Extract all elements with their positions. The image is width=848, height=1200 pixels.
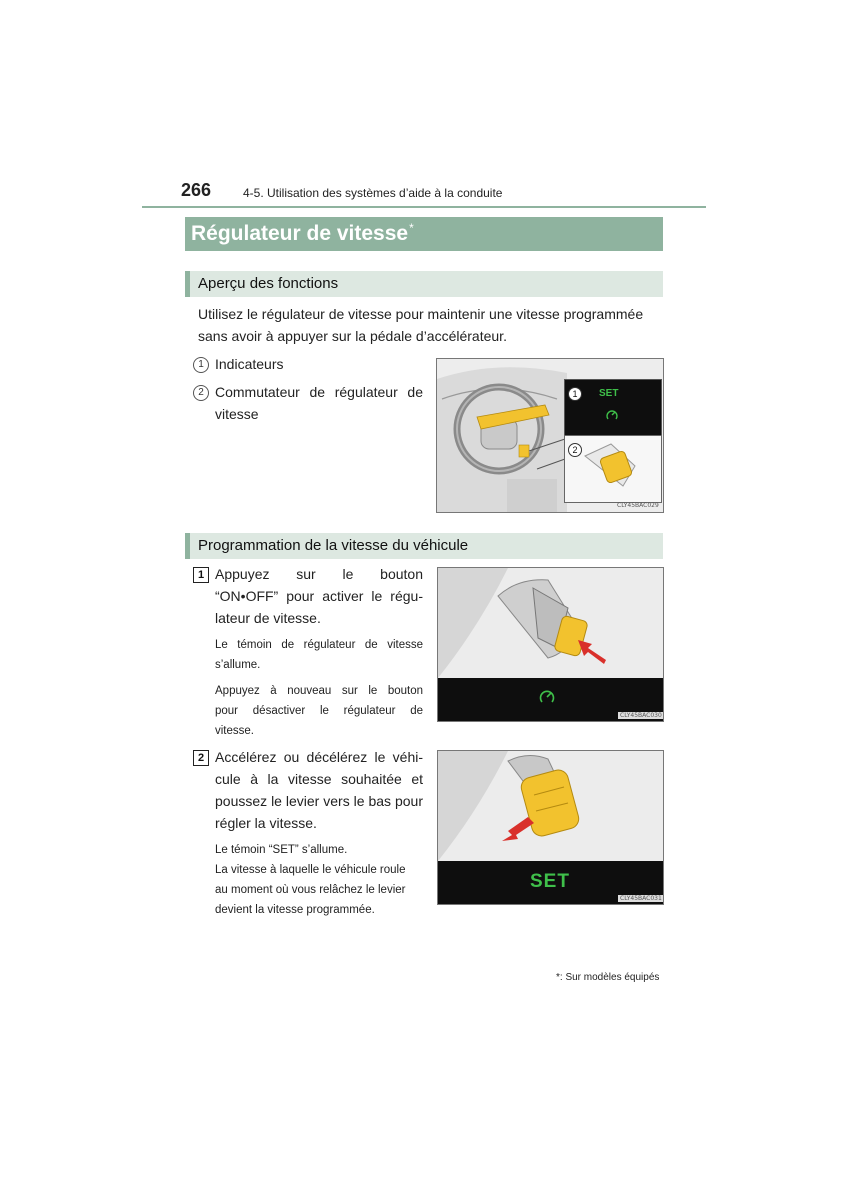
overview-intro-line2: sans avoir à appuyer sur la pédale d’accélérateur. — [198, 328, 507, 344]
step2-line2: cule à la vitesse souhaitée et — [215, 771, 423, 787]
step1-line3: lateur de vitesse. — [215, 610, 321, 626]
set-indicator-text: SET — [599, 388, 619, 399]
section-title — [185, 217, 663, 251]
set-figure-code: CLY45BAC031 — [620, 895, 662, 902]
item-number-1: 1 — [193, 357, 209, 373]
header-divider — [142, 206, 706, 208]
onoff-lever-illustration — [438, 568, 663, 678]
section-title-text: Régulateur de vitesse — [191, 222, 409, 245]
step1-note2-line1: Appuyez à nouveau sur le bouton — [215, 685, 423, 697]
dashboard-figure — [436, 358, 664, 513]
item-label-switch-line1: Commutateur de régulateur de — [215, 384, 423, 400]
set-indicator-label: SET — [530, 871, 570, 892]
onoff-figure-code: CLY45BAC030 — [620, 712, 662, 719]
overview-heading: Aperçu des fonctions — [185, 271, 663, 297]
cruise-indicator-icon — [538, 688, 556, 706]
callout-1: 1 — [568, 387, 582, 401]
footnote: *: Sur modèles équipés — [556, 972, 660, 983]
step-number-2: 2 — [193, 750, 209, 766]
set-figure — [437, 750, 664, 905]
equipped-mark: * — [409, 221, 414, 235]
step2-note-line3: au moment où vous relâchez le levier — [215, 884, 406, 896]
chapter-title: 4-5. Utilisation des systèmes d’aide à la conduite — [243, 186, 503, 200]
cruise-control-indicator-icon — [605, 408, 619, 422]
step2-line1: Accélérez ou décélérez le véhi- — [215, 749, 423, 765]
callout-2: 2 — [568, 443, 582, 457]
item-label-switch-line2: vitesse — [215, 406, 259, 422]
step1-note2-line3: vitesse. — [215, 725, 254, 737]
item-number-2: 2 — [193, 385, 209, 401]
step2-line4: régler la vitesse. — [215, 815, 317, 831]
step2-note-line2: La vitesse à laquelle le véhicule roule — [215, 864, 406, 876]
step2-line3: poussez le levier vers le bas pour — [215, 793, 423, 809]
page-number: 266 — [181, 180, 212, 200]
overview-intro-line1: Utilisez le régulateur de vitesse pour maintenir une vitesse programmée — [198, 306, 644, 322]
item-label-indicators: Indicateurs — [215, 356, 284, 372]
step1-line1: Appuyez sur le bouton — [215, 566, 423, 582]
step-number-1: 1 — [193, 567, 209, 583]
programming-heading: Programmation de la vitesse du véhicule — [185, 533, 663, 559]
step1-note2-line2: pour désactiver le régulateur de — [215, 705, 423, 717]
step2-note-line4: devient la vitesse programmée. — [215, 904, 375, 916]
step1-line2: “ON•OFF” pour activer le régu- — [215, 588, 423, 604]
onoff-figure — [437, 567, 664, 722]
step1-note1-line1: Le témoin de régulateur de vitesse — [215, 639, 423, 651]
step2-note-line1: Le témoin “SET” s’allume. — [215, 844, 348, 856]
set-lever-illustration — [438, 751, 663, 861]
step1-note1-line2: s’allume. — [215, 659, 261, 671]
figure-code: CLY45BAC029 — [617, 502, 659, 509]
